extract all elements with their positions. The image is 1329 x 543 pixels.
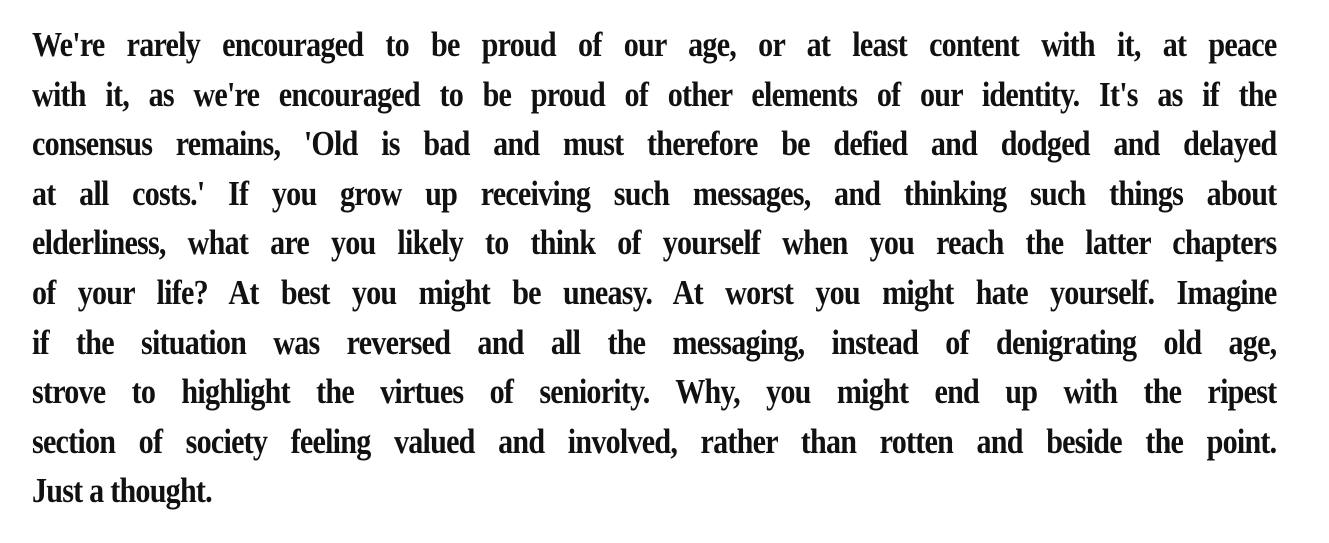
- passage-text: [32, 20, 1277, 516]
- passage-line-8: strove to highlight the virtues of seniority. Why, you might end up with the ripest: [32, 372, 1277, 412]
- passage-line-7: if the situation was reversed and all the messaging, instead of denigrating old age,: [32, 322, 1277, 362]
- passage-line-3: consensus remains, 'Old is bad and must therefore be defied and dodged and delayed: [32, 124, 1277, 164]
- passage-line-1: We're rarely encouraged to be proud of our age, or at least content with it, at peace: [32, 25, 1277, 64]
- passage-line-5: elderliness, what are you likely to think of yourself when you reach the latter chapters: [32, 223, 1277, 263]
- passage-line-9: section of society feeling valued and involved, rather than rotten and beside the point.: [32, 421, 1277, 461]
- passage-line-6: of your life? At best you might be uneasy. At worst you might hate yourself. Imagine: [32, 272, 1277, 312]
- passage-line-10: Just a thought.: [32, 471, 212, 511]
- passage-line-4: at all costs.' If you grow up receiving such messages, and thinking such things about: [32, 173, 1277, 213]
- passage-line-2: with it, as we're encouraged to be proud of other elements of our identity. It's as if the: [32, 74, 1277, 114]
